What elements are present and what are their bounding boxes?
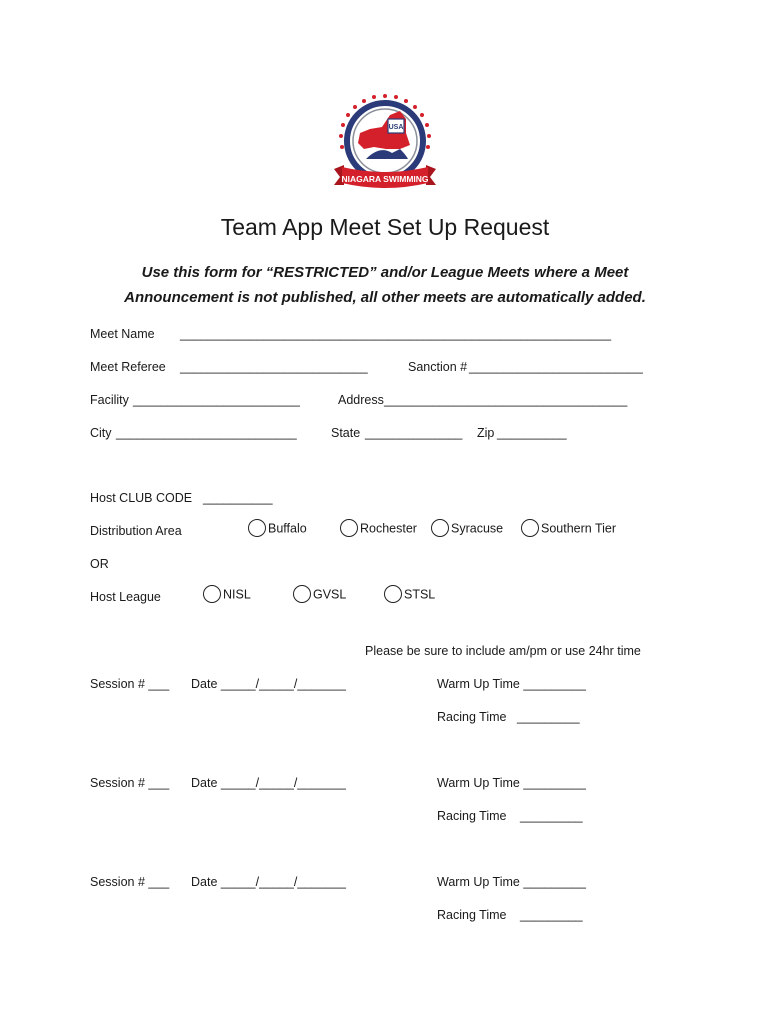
distribution-option-rochester[interactable]	[340, 520, 417, 538]
session-2-number-field[interactable]: Session # ___	[90, 776, 170, 790]
session-3-racing-time-field[interactable]: _________	[520, 908, 583, 922]
host-club-code-label: Host CLUB CODE	[90, 491, 193, 505]
session-2-racing-time-field[interactable]: _________	[520, 809, 583, 823]
option-label: Syracuse	[451, 521, 504, 536]
address-label: Address	[338, 393, 384, 407]
state-label: State	[331, 426, 361, 440]
radio-circle-icon[interactable]	[293, 585, 311, 603]
city-label: City	[90, 426, 112, 440]
time-format-note: Please be sure to include am/pm or use 24hr time	[365, 644, 641, 658]
session-1-warm-up-field[interactable]: Warm Up Time _________	[437, 677, 586, 691]
or-label: OR	[90, 557, 109, 571]
page-title: Team App Meet Set Up Request	[220, 214, 550, 240]
zip-field[interactable]: __________	[497, 426, 567, 440]
distribution-option-buffalo[interactable]	[248, 520, 307, 538]
niagara-swimming-logo	[330, 93, 440, 198]
meet-name-field[interactable]: ______________________________________________________________	[180, 327, 612, 341]
host-club-code-field[interactable]: __________	[203, 491, 273, 505]
instruction-line-2: Announcement is not published, all other meets are automatically added.	[124, 289, 646, 306]
radio-circle-icon[interactable]	[384, 585, 402, 603]
session-2-warm-up-field[interactable]: Warm Up Time _________	[437, 776, 586, 790]
session-3-warm-up-field[interactable]: Warm Up Time _________	[437, 875, 586, 889]
option-label: GVSL	[313, 587, 347, 602]
league-option-gvsl[interactable]	[293, 586, 346, 604]
radio-circle-icon[interactable]	[431, 519, 449, 537]
session-3-racing-time-label: Racing Time	[437, 908, 507, 922]
option-label: Rochester	[360, 521, 417, 536]
league-option-nisl[interactable]	[203, 586, 251, 604]
session-1-date-field[interactable]: Date _____/_____/_______	[191, 677, 347, 691]
city-field[interactable]: __________________________	[116, 426, 297, 440]
zip-label: Zip	[477, 426, 495, 440]
logo-banner-text: NIAGARA SWIMMING	[341, 174, 429, 184]
league-option-stsl[interactable]	[384, 586, 435, 604]
facility-field[interactable]: ________________________	[133, 393, 300, 407]
distribution-area-label: Distribution Area	[90, 524, 182, 538]
meet-name-label: Meet Name	[90, 327, 155, 341]
session-1-number-field[interactable]: Session # ___	[90, 677, 170, 691]
meet-referee-label: Meet Referee	[90, 360, 166, 374]
sanction-field[interactable]: _________________________	[469, 360, 643, 374]
radio-circle-icon[interactable]	[340, 519, 358, 537]
logo-badge-text: USA	[388, 124, 404, 131]
facility-label: Facility	[90, 393, 129, 407]
session-1-racing-time-label: Racing Time	[437, 710, 507, 724]
host-league-label: Host League	[90, 590, 161, 604]
instruction-line-1: Use this form for “RESTRICTED” and/or League Meets where a Meet	[141, 264, 629, 281]
logo-emblem	[330, 93, 440, 193]
session-3-date-field[interactable]: Date _____/_____/_______	[191, 875, 347, 889]
option-label: STSL	[404, 587, 436, 602]
option-label: NISL	[223, 587, 251, 602]
state-field[interactable]: ______________	[365, 426, 463, 440]
radio-circle-icon[interactable]	[248, 519, 266, 537]
radio-circle-icon[interactable]	[521, 519, 539, 537]
session-3-number-field[interactable]: Session # ___	[90, 875, 170, 889]
option-label: Buffalo	[268, 521, 307, 536]
session-1-racing-time-field[interactable]: _________	[517, 710, 580, 724]
option-label: Southern Tier	[541, 521, 617, 536]
distribution-option-syracuse[interactable]	[431, 520, 503, 538]
session-2-date-field[interactable]: Date _____/_____/_______	[191, 776, 347, 790]
address-field[interactable]: ___________________________________	[384, 393, 628, 407]
session-2-racing-time-label: Racing Time	[437, 809, 507, 823]
sanction-label: Sanction #	[408, 360, 468, 374]
distribution-option-southern-tier[interactable]	[521, 520, 616, 538]
radio-circle-icon[interactable]	[203, 585, 221, 603]
meet-referee-field[interactable]: ___________________________	[180, 360, 368, 374]
